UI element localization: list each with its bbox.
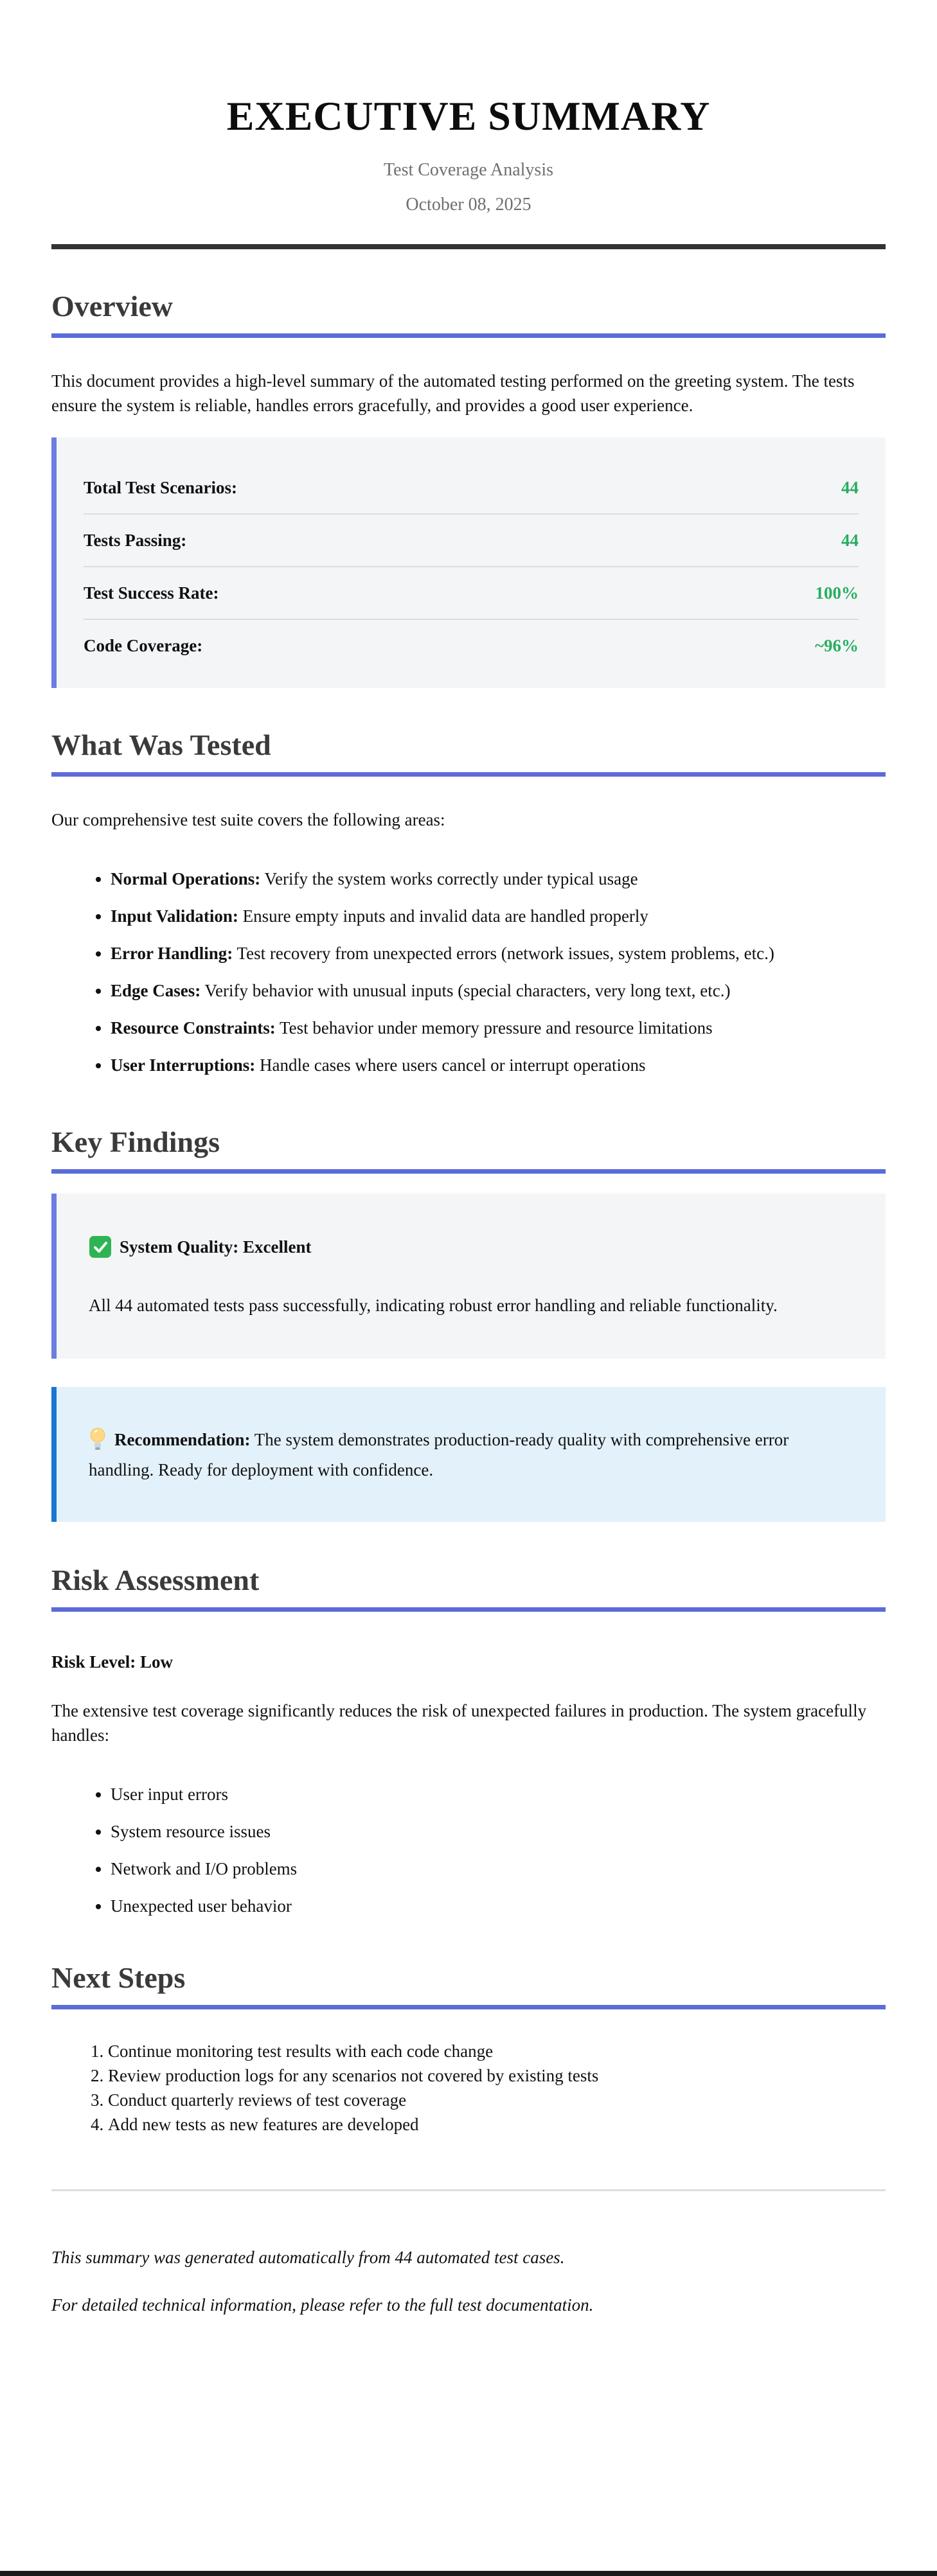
what-was-tested-heading: What Was Tested bbox=[51, 728, 886, 777]
footer-note-reference: For detailed technical information, please refer to the full test documentation. bbox=[51, 2295, 594, 2315]
list-item: 4. Add new tests as new features are developed bbox=[108, 2112, 886, 2137]
what-was-tested-intro: Our comprehensive test suite covers the following areas: bbox=[51, 810, 445, 830]
page-bottom-bar bbox=[0, 2571, 937, 2576]
page-title: EXECUTIVE SUMMARY bbox=[226, 93, 711, 139]
section-next-steps bbox=[51, 1961, 886, 2137]
stat-row-success-rate bbox=[84, 567, 859, 620]
list-item-term: Error Handling: bbox=[111, 944, 233, 964]
list-item bbox=[111, 897, 886, 935]
stat-label: Code Coverage: bbox=[84, 636, 203, 656]
list-item bbox=[111, 935, 886, 972]
stats-box bbox=[51, 437, 886, 688]
list-item-desc: Verify the system works correctly under typical usage bbox=[264, 869, 638, 889]
list-item-desc: Ensure empty inputs and invalid data are handled properly bbox=[242, 906, 648, 926]
footer-divider bbox=[51, 2189, 886, 2191]
stat-row-code-coverage bbox=[84, 620, 859, 671]
list-item-desc: Handle cases where users cancel or interrupt operations bbox=[260, 1055, 646, 1075]
list-item: • User input errors bbox=[111, 1776, 886, 1813]
stat-row-tests-passing bbox=[84, 515, 859, 567]
list-item-term: Input Validation: bbox=[111, 906, 238, 926]
list-item-term: User Interruptions: bbox=[111, 1055, 256, 1075]
recommendation-text: The system demonstrates production-ready quality with comprehensive error handling. Ready for deployment with confidence. bbox=[89, 1430, 789, 1480]
next-steps-list bbox=[51, 2039, 886, 2137]
list-item: • Unexpected user behavior bbox=[111, 1887, 886, 1925]
recommendation-label: Recommendation: bbox=[114, 1430, 251, 1450]
list-item: 3. Conduct quarterly reviews of test coverage bbox=[108, 2088, 886, 2112]
section-overview bbox=[51, 289, 886, 688]
list-item-desc: Test behavior under memory pressure and resource limitations bbox=[280, 1018, 713, 1038]
list-item bbox=[111, 972, 886, 1009]
risk-assessment-paragraph: The extensive test coverage significantly reduces the risk of unexpected failures in production. The system gracefully handles: bbox=[51, 1701, 867, 1745]
stat-value: 44 bbox=[841, 531, 859, 551]
footer-note-generated: This summary was generated automatically from 44 automated test cases. bbox=[51, 2248, 565, 2268]
stat-label: Test Success Rate: bbox=[84, 583, 219, 603]
list-item bbox=[111, 860, 886, 897]
stat-label: Total Test Scenarios: bbox=[84, 478, 238, 498]
system-quality-title bbox=[89, 1235, 857, 1265]
list-item-desc: Verify behavior with unusual inputs (special characters, very long text, etc.) bbox=[204, 981, 731, 1001]
system-quality-callout bbox=[51, 1194, 886, 1359]
doc-subtitle: Test Coverage Analysis bbox=[384, 160, 553, 181]
doc-date: October 08, 2025 bbox=[406, 195, 531, 215]
list-item-term: Edge Cases: bbox=[111, 981, 201, 1001]
system-quality-label: System Quality: Excellent bbox=[120, 1237, 312, 1257]
list-item: • Network and I/O problems bbox=[111, 1850, 886, 1887]
risk-level-label: Risk Level: Low bbox=[51, 1652, 173, 1672]
overview-heading: Overview bbox=[51, 289, 886, 338]
light-bulb-emoji-icon bbox=[89, 1427, 107, 1458]
section-key-findings bbox=[51, 1125, 886, 1522]
doc-header bbox=[51, 94, 886, 249]
recommendation-callout bbox=[51, 1387, 886, 1522]
list-item: 2. Review production logs for any scenarios not covered by existing tests bbox=[108, 2063, 886, 2088]
check-mark-emoji-icon bbox=[89, 1235, 112, 1265]
tested-areas-list bbox=[51, 860, 886, 1084]
risk-handled-list bbox=[51, 1776, 886, 1925]
stat-value: 44 bbox=[841, 478, 859, 498]
list-item-term: Normal Operations: bbox=[111, 869, 261, 889]
risk-assessment-heading: Risk Assessment bbox=[51, 1563, 886, 1612]
overview-paragraph: This document provides a high-level summary of the automated testing performed on the greeting system. The tests ensure the system is reliable, handles errors gracefully, and provides a good user experience. bbox=[51, 371, 855, 416]
stat-value: ~96% bbox=[814, 636, 859, 656]
list-item-term: Resource Constraints: bbox=[111, 1018, 276, 1038]
key-findings-heading: Key Findings bbox=[51, 1125, 886, 1174]
list-item bbox=[111, 1046, 886, 1084]
stat-row-total-scenarios bbox=[84, 462, 859, 515]
stat-value: 100% bbox=[815, 583, 859, 603]
recommendation-paragraph bbox=[89, 1427, 857, 1482]
list-item: • System resource issues bbox=[111, 1813, 886, 1850]
next-steps-heading: Next Steps bbox=[51, 1961, 886, 2009]
stat-label: Tests Passing: bbox=[84, 531, 187, 551]
list-item: 1. Continue monitoring test results with each code change bbox=[108, 2039, 886, 2063]
section-risk-assessment bbox=[51, 1563, 886, 1925]
system-quality-text: All 44 automated tests pass successfully, indicating robust error handling and reliable functionality. bbox=[89, 1296, 778, 1316]
list-item-desc: Test recovery from unexpected errors (network issues, system problems, etc.) bbox=[236, 944, 774, 964]
doc-footer bbox=[51, 2245, 886, 2317]
section-what-was-tested bbox=[51, 728, 886, 1084]
list-item bbox=[111, 1009, 886, 1046]
